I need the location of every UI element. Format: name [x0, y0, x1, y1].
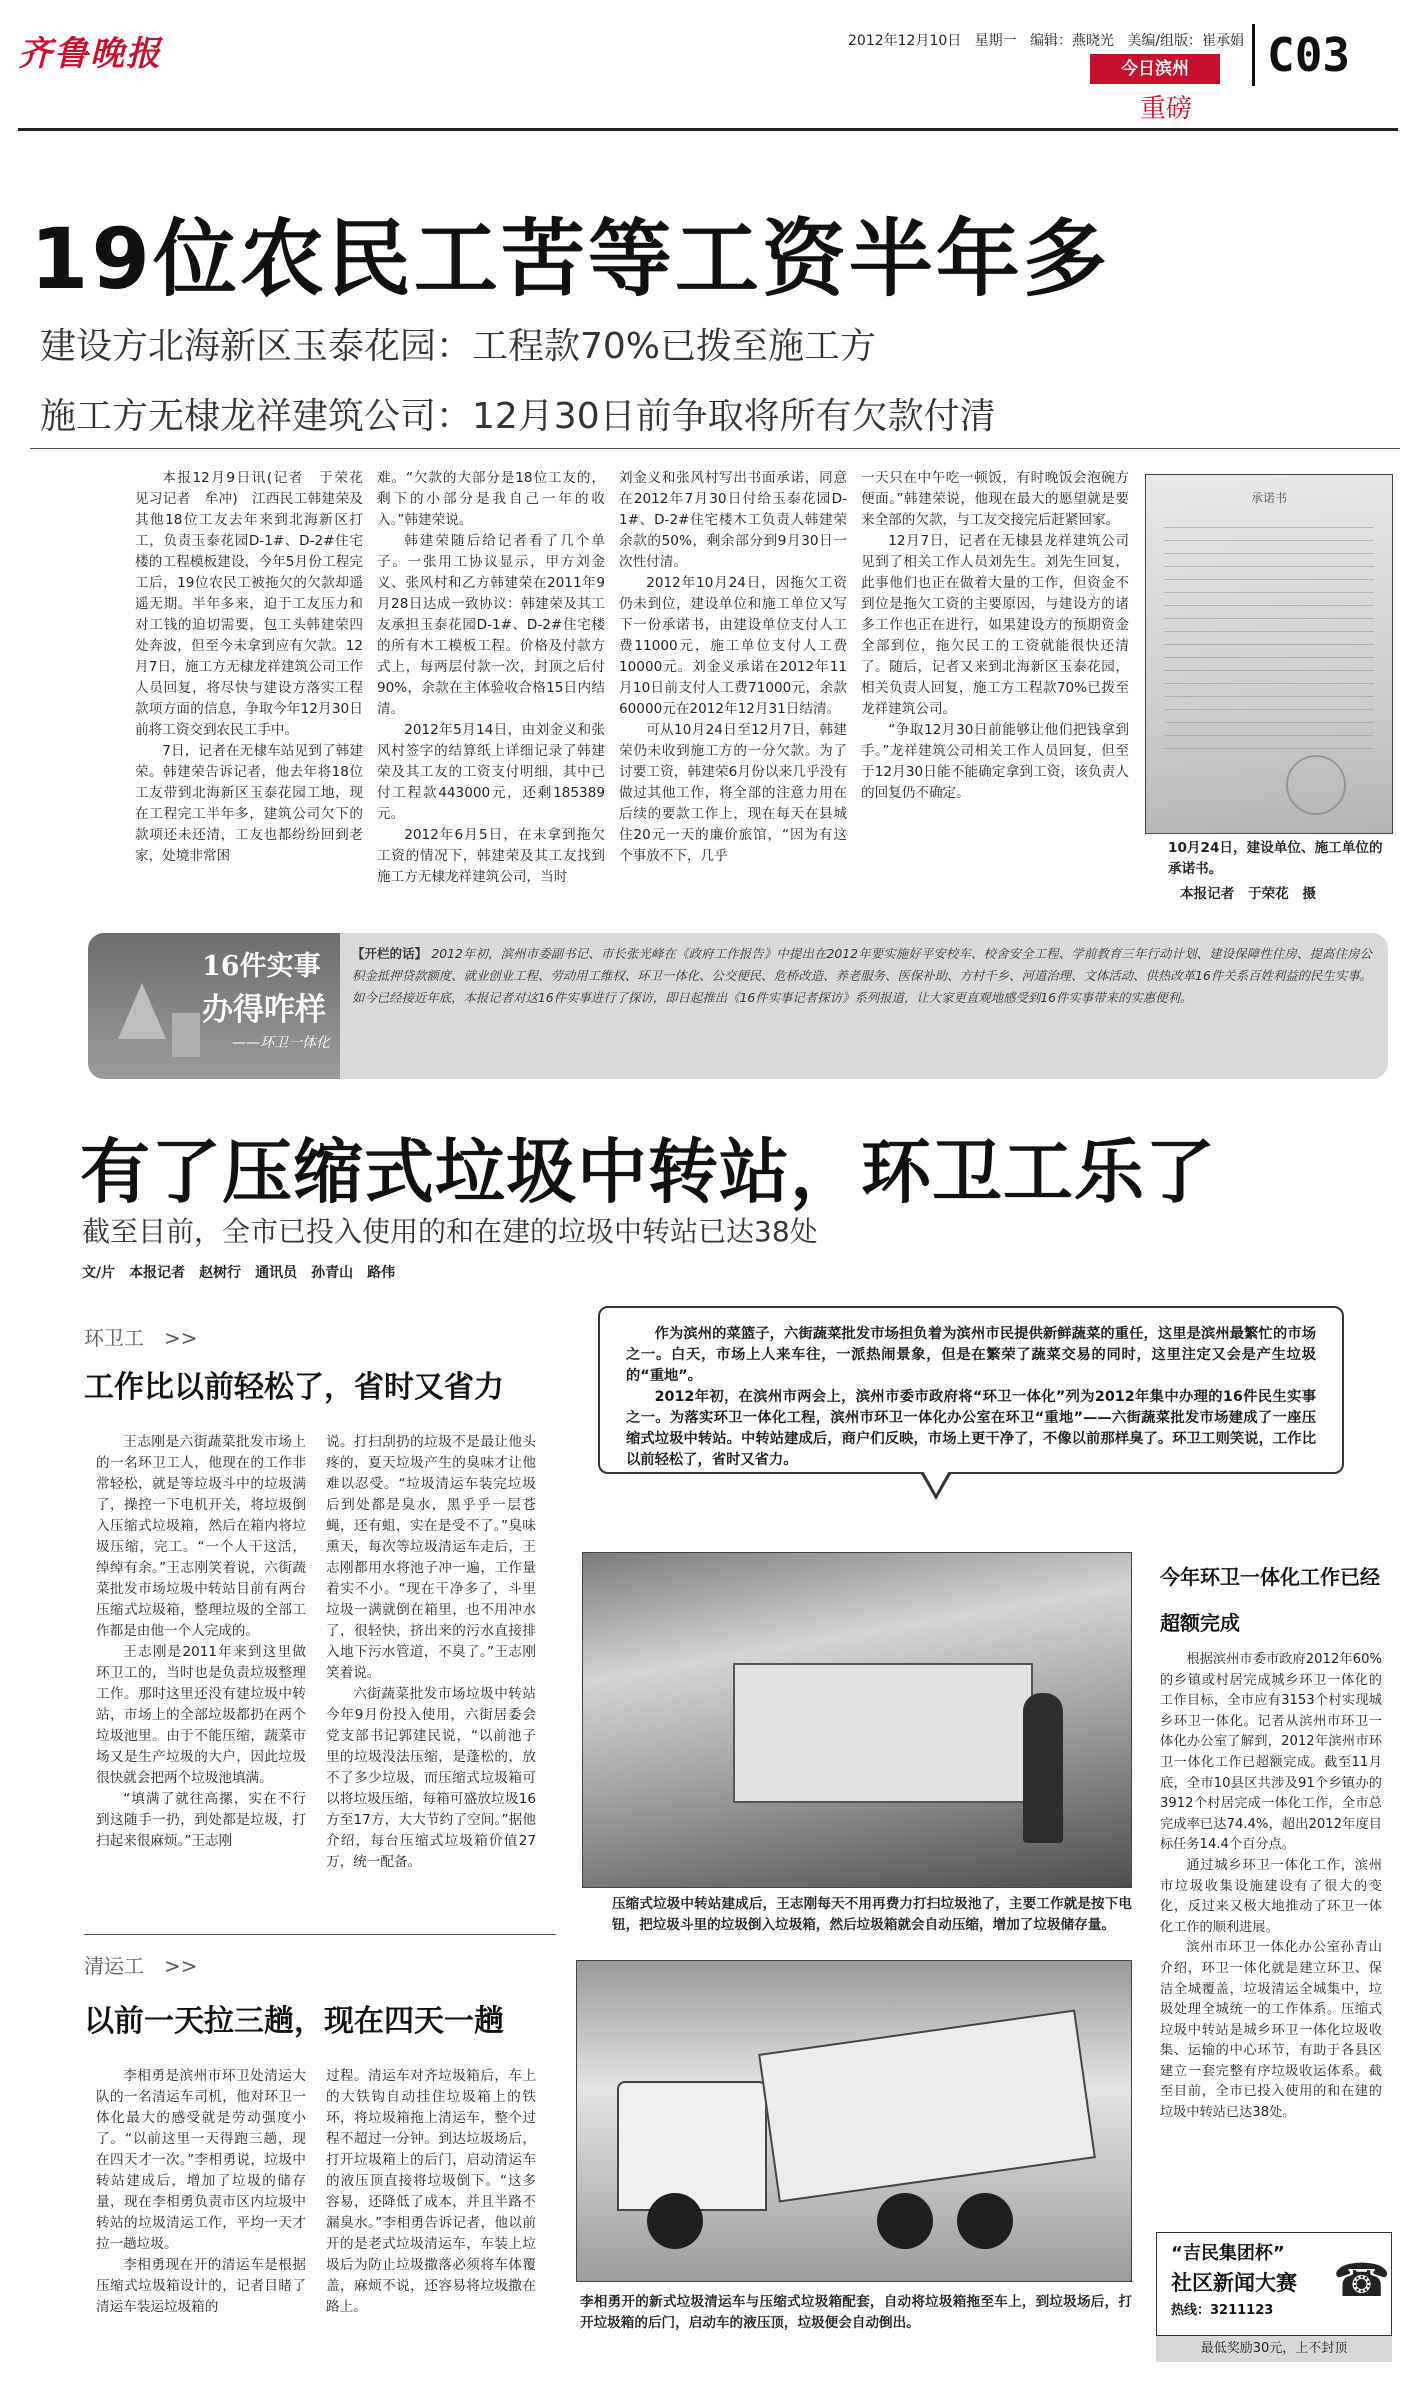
promise-document-photo [1145, 474, 1393, 834]
telephone-icon: ☎ [1333, 2253, 1391, 2307]
section2-column-2: 过程。清运车对齐垃圾箱后，车上的大铁钩自动挂住垃圾箱上的铁环，将垃圾箱拖上清运车，整个过程不超过一分钟。到达垃圾场后，打开垃圾箱上的后门，启动清运车的液压顶直接将垃圾倒下。“这多容易，还降低了成本，并且半路不漏臭水。”李相勇告诉记者，他以前开的是老式垃圾清运车，车装上垃圾后为防止垃圾撒落必须将车体覆盖，麻烦不说，还容易将垃圾撒在路上。 [326, 2068, 536, 2315]
series-title-1: 16件实事 [202, 951, 321, 982]
story1-deck-1: 建设方北海新区玉泰花园：工程款70%已拨至施工方 [40, 326, 877, 367]
story1-column-1: 本报12月9日讯(记者 于荣花 见习记者 牟冲) 江西民工韩建荣及其他18位工友去年来到北海新区打工，负责玉泰花园D-1#、D-2#住宅楼的工程模板建设，今年5月份工程完工后，19位农民工被拖欠的欠款却遥遥无期。半年多来，迫于工友压力和对工钱的迫切需要，包工头韩建荣四处奔波，但至今未拿到应有欠款。12月7日，施工方无棣龙祥建筑公司工作人员回复，将尽快与建设方落实工程款项方面的信息，争取今年12月30日前将工资交到农民工手中。 7日，记者在无棣车站见到了韩建荣。韩建荣告诉记者，他去年将18位工友带到北海新区玉泰花园工地，现在工程完工半年多，建筑公司欠下的款项还未还清，工友也都纷纷回到老家，处境非常困 [135, 470, 377, 864]
issue-weekday: 星期一 [974, 33, 1017, 49]
issue-date: 2012年12月10日 [848, 33, 962, 49]
sidebar-text: 根据滨州市委市政府2012年60%的乡镇或村居完成城乡环卫一体化的工作目标，全市应有3153个村实现城乡环卫一体化。记者从滨州市环卫一体化办公室了解到，2012年滨州市环卫一体化工作已超额完成。截至11月底，全市10县区共涉及91个乡镇办的3912个村居完成一体化工作，全市总完成率已达74.4%，超出2012年度目标任务14.4个百分点。 通过城乡环卫一体化工作，滨州市垃圾收集设施建设有了很大的变化，反过来又极大地推动了环卫一体化工作的顺利进展。 滨州市环卫一体化办公室孙青山介绍，环卫一体化就是建立环卫、保洁全城覆盖，垃圾清运全城集中，垃圾处理全城统一的工作体系。压缩式垃圾中转站是城乡环卫一体化垃圾收集、运输的中心环节，有助于各县区建立一套完整有序垃圾收运体系。截至目前，全市已投入使用的和在建的垃圾中转站已达38处。 [1160, 1652, 1382, 2121]
truck-photo-caption: 李相勇开的新式垃圾清运车与压缩式垃圾箱配套，自动将垃圾箱拖至车上，到垃圾场后，打开垃圾箱的后门，启动车的液压顶，垃圾便会自动倒出。 [580, 2294, 1132, 2331]
section2-kicker: 清运工 >> [84, 1954, 198, 1978]
hotline-title: 社区新闻大赛 [1171, 2271, 1297, 2295]
designer-credit: 美编/组版：崔承娟 [1127, 33, 1245, 49]
page-number: C03 [1252, 24, 1392, 86]
story1-column-2: 难。“欠款的大部分是18位工友的，剩下的小部分是我自己一年的收入。”韩建荣说。 韩建荣随后给记者看了几个单子。一张用工协议显示，甲方刘金义、张风村和乙方韩建荣在2011年9月28日达成一致协议：韩建荣及其工友承担玉泰花园D-1#、D-2#住宅楼的所有木工模板工程。价格及付款方式上，每两层付款一次，封顶之后付90%，余款在主体验收合格15日内结清。 2012年5月14日，由刘金义和张风村签字的结算纸上详细记录了韩建荣及其工友的工资支付明细，其中已付工程款443000元，还剩185389元。 2012年6月5日，在未拿到拖欠工资的情况下，韩建荣及其工友找到施工方无棣龙祥建筑公司，当时 [377, 470, 605, 885]
transfer-station-photo [582, 1552, 1132, 1888]
series-intro-text: 2012年初，滨州市委副书记、市长张光峰在《政府工作报告》中提出在2012年要实施好平安校车、校舍安全工程、学前教育三年行动计划、建设保障性住房、提高住房公积金抵押贷款额度、就业创业工程、劳动用工维权、环卫一体化、公交便民、危桥改造、养老服务、医保补助、方村千乡、河道治理、文体活动、供热改革16件关系百姓利益的民生实事。如今已经接近年底，本报记者对这16件实事进行了探访，即日起推出《16件实事记者探访》系列报道，让大家更直观地感受到16件实事带来的实惠便利。 [352, 946, 1372, 1005]
worker-figure [1023, 1693, 1063, 1843]
compactor-bin [733, 1663, 1033, 1803]
promise-photo-credit: 本报记者 于荣花 摄 [1180, 886, 1316, 902]
series-tag: ——环卫一体化 [232, 1035, 330, 1051]
story2-byline: 文/片 本报记者 赵树行 通讯员 孙青山 路伟 [82, 1265, 396, 1281]
sidebar-heading: 今年环卫一体化工作已经超额完成 [1160, 1565, 1380, 1635]
story2-headline: 有了压缩式垃圾中转站，环卫工乐了 [80, 1131, 1216, 1213]
hotline-reward: 最低奖励30元，上不封顶 [1156, 2336, 1392, 2362]
masthead-rule [18, 128, 1398, 131]
truck-wheel [647, 2193, 703, 2249]
truck-container [758, 2009, 1096, 2202]
transfer-photo-caption: 压缩式垃圾中转站建成后，王志刚每天不用再费力打扫垃圾池了，主要工作就是按下电钮，把垃圾斗里的垃圾倒入垃圾箱，然后垃圾箱就会自动压缩，增加了垃圾储存量。 [612, 1896, 1132, 1933]
story2-deck: 截至目前，全市已投入使用的和在建的垃圾中转站已达38处 [82, 1215, 818, 1248]
document-text-lines [1164, 515, 1374, 755]
newspaper-logo: 齐鲁晚报 [18, 34, 162, 74]
section2-column-1: 李相勇是滨州市环卫处清运大队的一名清运车司机，他对环卫一体化最大的感受就是劳动强度小了。“以前这里一天得跑三趟，现在四天才一次。”李相勇说，垃圾中转站建成后，增加了垃圾的储存量，现在李相勇负责市区内垃圾中转站的垃圾清运工作，平均一天才拉一趟垃圾。 李相勇现在开的清运车是根据压缩式垃圾箱设计的，记者目睹了清运车装运垃圾箱的 [96, 2068, 306, 2315]
section1-column-1: 王志刚是六街蔬菜批发市场上的一名环卫工人，他现在的工作非常轻松，就是等垃圾斗中的垃圾满了，操控一下电机开关，将垃圾倒入压缩式垃圾箱，然后在箱内将垃圾压缩，完工。“一个人干这活，绰绰有余。”王志刚笑着说，六街蔬菜批发市场垃圾中转站目前有两台压缩式垃圾箱，整理垃圾的全部工作都是由他一个人完成的。 王志刚是2011年来到这里做环卫工的，当时也是负责垃圾整理工作。那时这里还没有建垃圾中转站，市场上的全部垃圾都扔在两个垃圾池里。由于不能压缩，蔬菜市场又是生产垃圾的大户，因此垃圾很快就会把两个垃圾池填满。 “填满了就往高摞，实在不行到这随手一扔，到处都是垃圾，打扫起来很麻烦。”王志刚 [96, 1434, 306, 1849]
series-title-2: 办得咋样 [202, 992, 326, 1028]
callout-pointer-inner [923, 1471, 949, 1494]
hotline-phone: 热线：3211123 [1171, 2303, 1274, 2318]
promise-photo-caption: 10月24日，建设单位、施工单位的承诺书。 [1168, 840, 1383, 877]
document-stamp [1286, 755, 1346, 815]
story1-column-4: 一天只在中午吃一顿饭，有时晚饭会泡碗方便面。”韩建荣说，他现在最大的愿望就是要来全部的欠款，与工友交接完后赶紧回家。 12月7日，记者在无棣县龙祥建筑公司见到了相关工作人员刘先生。刘先生回复，此事他们也正在做着大量的工作，但资金不到位是拖欠工资的主要原因，与建设方的诸多工作也正在进行，如果建设方的预期资金全部到位，拖欠民工的工资就能很快还清了。随后，记者又来到北海新区玉泰花园，相关负责人回复，施工方工程款70%已拨至龙祥建筑公司。 “争取12月30日前能够让他们把钱拿到手。”龙祥建筑公司相关工作人员回复，但至于12月30日能不能确定拿到工资，该负责人的回复仍不确定。 [861, 470, 1129, 801]
section1-column-2: 说。打扫刮扔的垃圾不是最让他头疼的，夏天垃圾产生的臭味才让他难以忍受。“垃圾清运车装完垃圾后到处都是臭水，黑乎乎一层苍蝇，还有蛆，实在是受不了。”臭味熏天，每次等垃圾清运车走后，王志刚都用水将池子冲一遍，工作量着实不小。“现在干净多了，斗里垃圾一满就倒在箱里，也不用冲水了，很轻快，挤出来的污水直接排入地下污水管道，不臭了。”王志刚笑着说。 六街蔬菜批发市场垃圾中转站今年9月份投入使用，六街居委会党支部书记郭建民说，“以前池子里的垃圾没法压缩，是蓬松的，放不了多少垃圾，而压缩式垃圾箱可以将垃圾压缩，每箱可盛放垃圾16方至17方，大大节约了空间。”据他介绍，每台压缩式垃圾箱价值27万，统一配备。 [326, 1434, 536, 1870]
section-divider [84, 1934, 556, 1935]
series-intro [352, 943, 1372, 1009]
story1-headline: 19位农民工苦等工资半年多 [30, 210, 1110, 308]
story1-deck-2: 施工方无棣龙祥建筑公司：12月30日前争取将所有欠款付清 [40, 396, 996, 437]
story1-deck-rule [30, 448, 1400, 449]
hotline-box [1156, 2232, 1392, 2336]
series-intro-label: 【开栏的话】 [352, 946, 428, 961]
building-icon [172, 1013, 200, 1057]
truck-wheel [957, 2193, 1013, 2249]
editor-credit: 编辑：燕晓光 [1029, 33, 1114, 49]
section1-kicker: 环卫工 >> [84, 1326, 198, 1350]
section-subtitle: 重磅 [1140, 94, 1193, 124]
collection-truck-photo [576, 1960, 1132, 2282]
section-tag: 今日滨州 [1090, 54, 1220, 84]
hotline-sponsor: “吉民集团杯” [1171, 2243, 1285, 2264]
intro-callout: 作为滨州的菜篮子，六街蔬菜批发市场担负着为滨州市民提供新鲜蔬菜的重任，这里是滨州最繁忙的市场之一。白天，市场上人来车往，一派热闹景象，但是在繁荣了蔬菜交易的同时，这里注定又会是产生垃圾的“重地”。 2012年初，在滨州市两会上，滨州市委市政府将“环卫一体化”列为2012年集中办理的16件民生实事之一。为落实环卫一体化工程，滨州市环卫一体化办公室在环卫“重地”——六街蔬菜批发市场建成了一座压缩式垃圾中转站。中转站建成后，商户们反映，市场上更干净了，不像以前那样臭了。环卫工则笑说，工作比以前轻松了，省时又省力。 [598, 1306, 1344, 1474]
date-line [848, 30, 1244, 50]
story1-column-3: 刘金义和张风村写出书面承诺，同意在2012年7月30日付给玉泰花园D-1#、D-2#住宅楼木工负责人韩建荣余款的50%，剩余部分到9月30日一次性付清。 2012年10月24日，因拖欠工资仍未到位，建设单位和施工单位又写下一份承诺书，由建设单位支付人工费11000元，施工单位支付人工费10000元。刘金义承诺在2012年11月10日前支付人工费71000元，余款60000元在2012年12月31日结清。 可从10月24日至12月7日，韩建荣仍未收到施工方的一分欠款。为了讨要工资，韩建荣6月份以来几乎没有做过其他工作，将全部的注意力用在后续的要款工作上，现在每天在县城住20元一天的廉价旅馆，“因为有这个事放不下，几乎 [619, 470, 847, 864]
document-title: 承诺书 [1250, 491, 1287, 505]
section2-heading: 以前一天拉三趟，现在四天一趟 [84, 2004, 504, 2039]
truck-wheel [877, 2193, 933, 2249]
section1-heading: 工作比以前轻松了，省时又省力 [84, 1370, 504, 1405]
tree-icon [118, 983, 166, 1039]
truck-cab [617, 2081, 767, 2211]
